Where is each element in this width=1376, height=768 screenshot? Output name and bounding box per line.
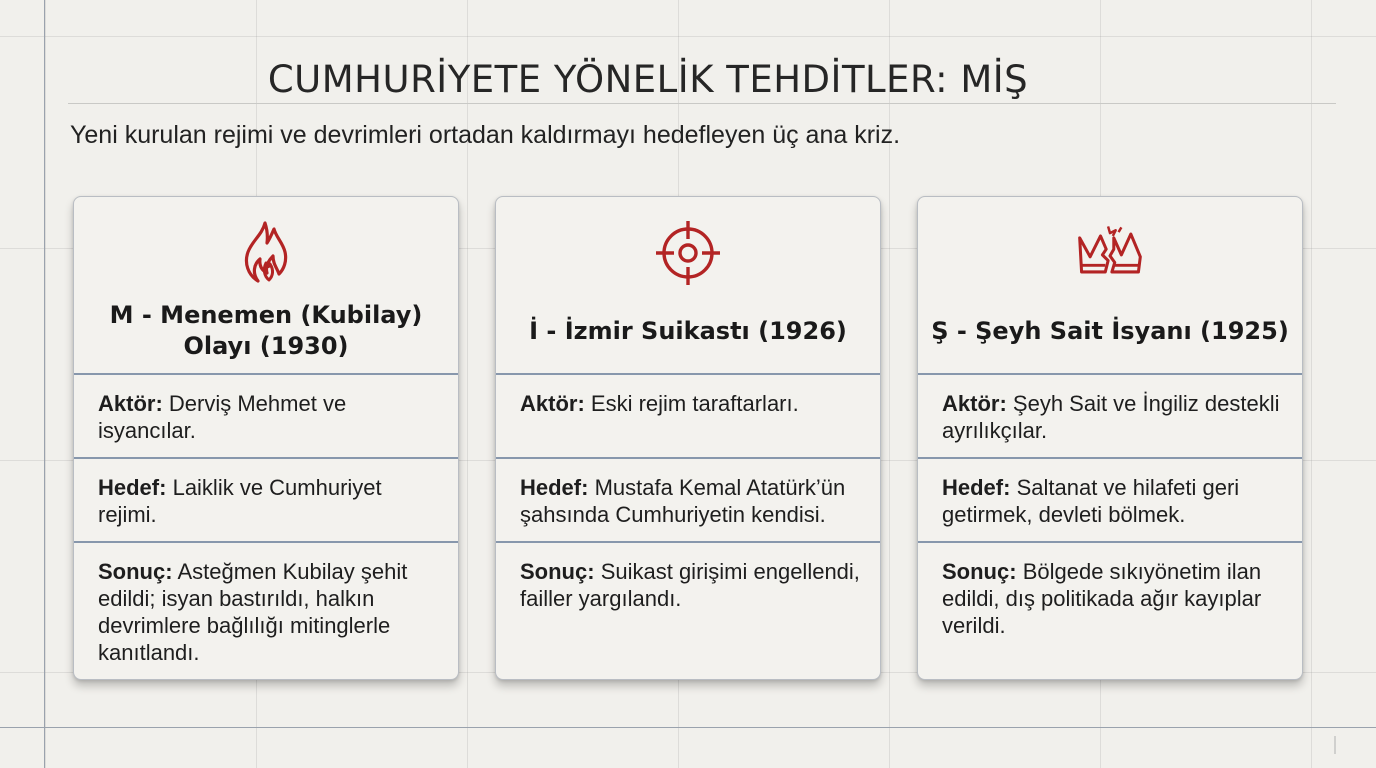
card-row-result [74,543,458,666]
row-value-actor: Eski rejim taraftarları. [590,391,799,416]
row-value-result: Bölgede sıkıyönetim ilan edildi, dış politikada ağır kayıplar verildi. [942,559,1262,638]
row-value-actor: Şeyh Sait ve İngiliz destekli ayrılıkçılar. [942,391,1280,443]
flame-icon [230,217,302,289]
row-value-target: Laiklik ve Cumhuriyet rejimi. [98,475,382,527]
card-row-actor [74,375,458,459]
row-value-result: Asteğmen Kubilay şehit edildi; isyan bastırıldı, halkın devrimlere bağlılığı mitinglerle kanıtlandı. [98,559,408,665]
page-subtitle: Yeni kurulan rejimi ve devrimleri ortadan kaldırmayı hedefleyen üç ana kriz. [70,121,901,149]
row-label-target: Hedef: [98,475,167,500]
row-value-target: Mustafa Kemal Atatürk’ün şahsında Cumhuriyetin kendisi. [520,475,846,527]
card-header [496,197,880,375]
card-row-result [918,543,1302,639]
row-label-result: Sonuç: [520,559,595,584]
card-row-target [74,459,458,543]
broken-crown-icon [1074,217,1146,289]
row-label-actor: Aktör: [520,391,585,416]
card-izmir [495,196,881,680]
card-seyh-sait [917,196,1303,680]
card-row-actor [496,375,880,459]
card-title: İ - İzmir Suikastı (1926) [529,316,847,345]
row-label-result: Sonuç: [98,559,173,584]
title-divider [68,103,1336,104]
card-menemen [73,196,459,680]
threat-cards [73,196,1303,680]
row-label-target: Hedef: [942,475,1011,500]
card-header [74,197,458,375]
row-value-actor: Derviş Mehmet ve isyancılar. [98,391,347,443]
card-header [918,197,1302,375]
card-title: Ş - Şeyh Sait İsyanı (1925) [931,316,1289,345]
row-label-result: Sonuç: [942,559,1017,584]
card-row-target [918,459,1302,543]
crosshair-icon [652,217,724,289]
frame-line-vertical [44,0,45,768]
row-label-actor: Aktör: [98,391,163,416]
card-row-result [496,543,880,612]
card-row-actor [918,375,1302,459]
row-label-target: Hedef: [520,475,589,500]
frame-line-horizontal [0,727,1376,728]
row-value-result: Suikast girişimi engellendi, failler yargılandı. [520,559,860,611]
row-value-target: Saltanat ve hilafeti geri getirmek, devleti bölmek. [942,475,1240,527]
corner-mark [1334,736,1336,754]
card-row-target [496,459,880,543]
card-title: M - Menemen (Kubilay) Olayı (1930) [109,301,423,360]
page-title: CUMHURİYETE YÖNELİK TEHDİTLER: MİŞ [267,58,1029,101]
row-label-actor: Aktör: [942,391,1007,416]
